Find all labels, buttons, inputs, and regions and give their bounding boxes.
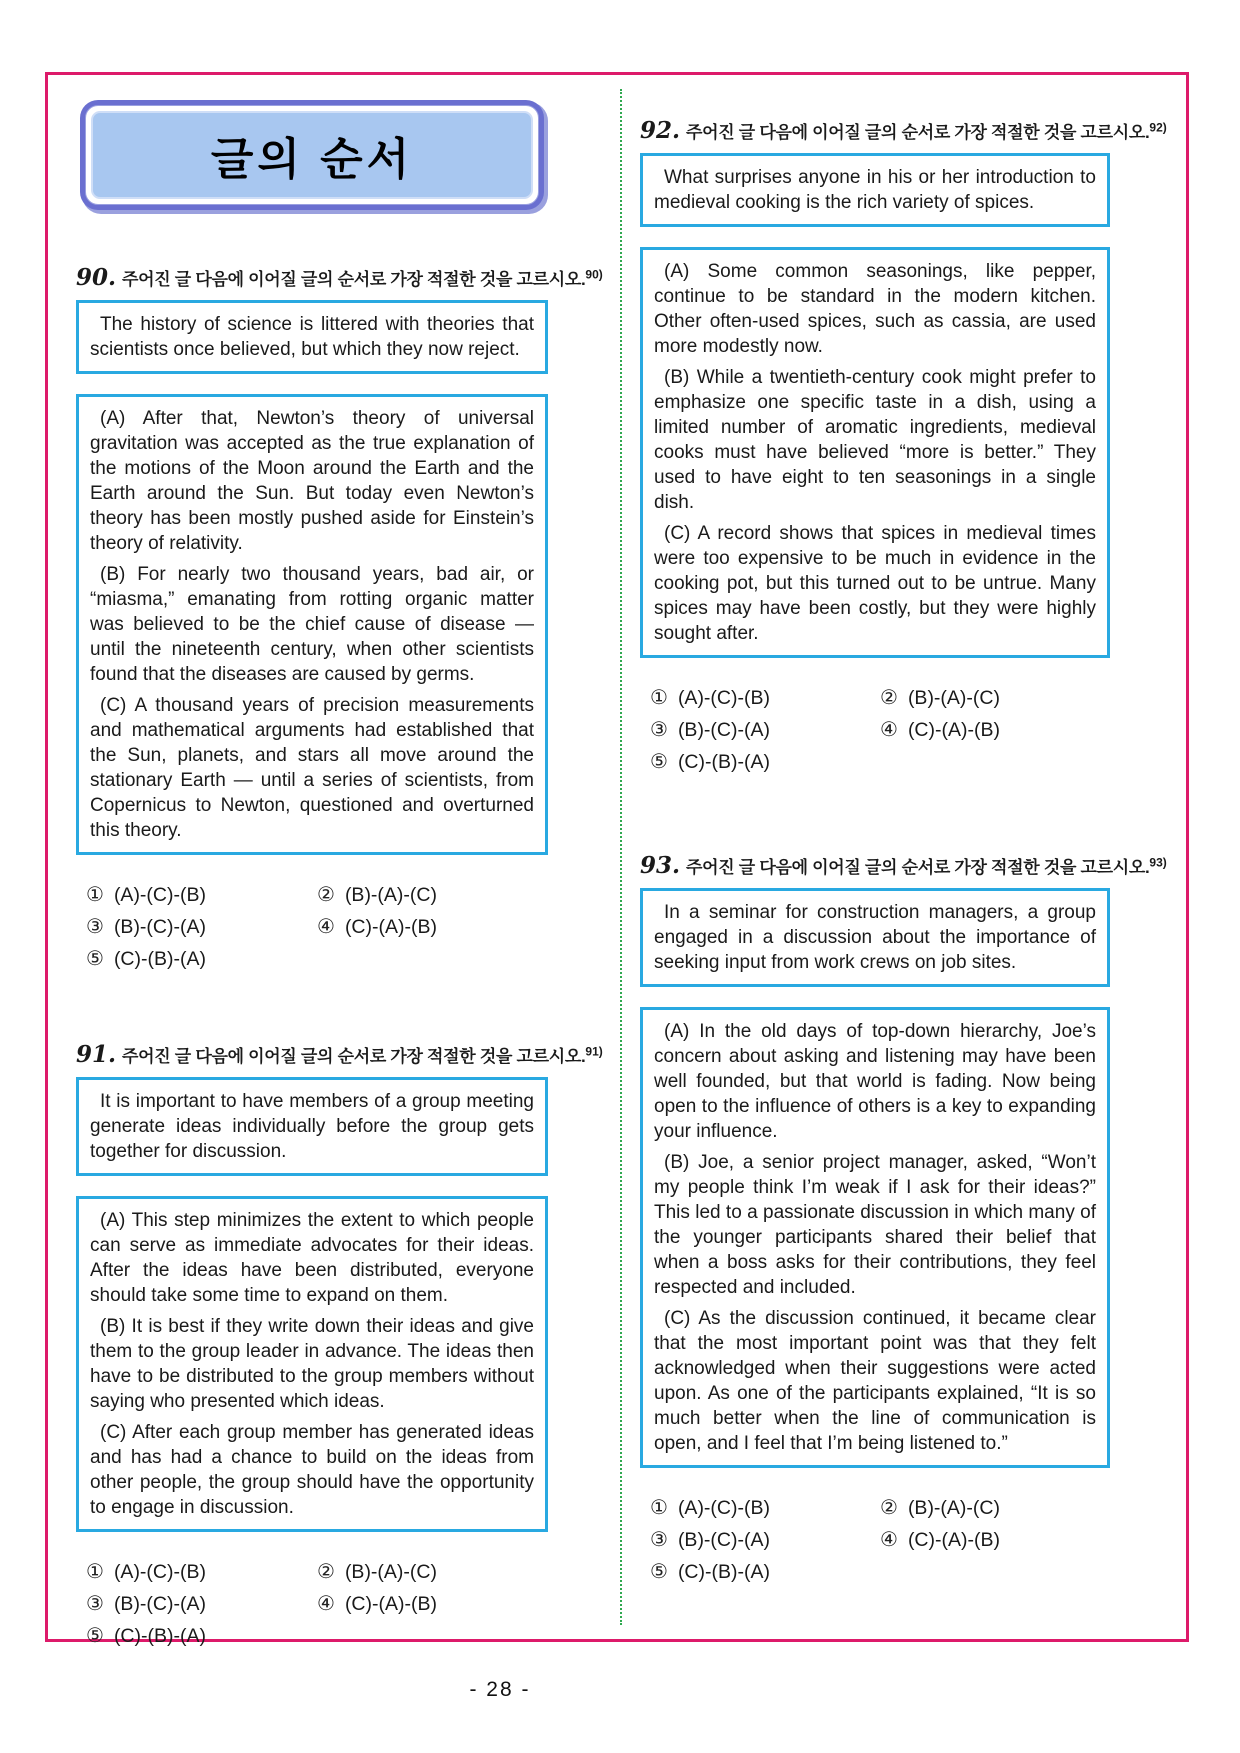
- question-92-given-box: [640, 153, 1110, 227]
- question-92-paragraph-c: (C) A record shows that spices in medieval times were too expensive to be much in evidence in the cooking pot, but this turned out to be untrue. Many spices may have been costly, but they were highly sought after.: [654, 523, 1096, 644]
- question-92-choices: [650, 685, 1110, 774]
- question-91-paragraphs-box: [76, 1196, 548, 1532]
- question-91-header: [76, 1041, 603, 1068]
- question-90-choices: [86, 882, 548, 971]
- choice-text: (B)-(A)-(C): [907, 1497, 1000, 1519]
- choice-text: (C)-(A)-(B): [907, 1529, 1000, 1551]
- question-91-choice-3: [86, 1591, 317, 1616]
- question-93-instruction: 주어진 글 다음에 이어질 글의 순서로 가장 적절한 것을 고르시오.: [686, 858, 1150, 877]
- choice-text: (A)-(C)-(B): [677, 1497, 770, 1519]
- circled-1-icon: ①: [86, 884, 104, 906]
- section-title: 글의 순서: [91, 111, 533, 199]
- circled-5-icon: ⑤: [650, 751, 668, 773]
- choice-text: (C)-(A)-(B): [344, 1593, 437, 1615]
- question-93-given-text: In a seminar for construction managers, a group engaged in a discussion about the importance of seeking input from work crews on job sites.: [654, 902, 1096, 973]
- circled-4-icon: ④: [880, 719, 898, 741]
- circled-2-icon: ②: [317, 884, 335, 906]
- question-92-footnote-marker: 92): [1149, 120, 1167, 135]
- choice-text: (C)-(A)-(B): [344, 916, 437, 938]
- question-90: [76, 264, 603, 971]
- title-plate-outer-border: [80, 100, 544, 210]
- question-91-choice-4: [317, 1591, 548, 1616]
- question-90-header: [76, 264, 603, 291]
- circled-3-icon: ③: [650, 719, 668, 741]
- page-number: - 28 -: [469, 1678, 531, 1701]
- choice-text: (C)-(B)-(A): [113, 948, 206, 970]
- question-90-paragraph-b: (B) For nearly two thousand years, bad air, or “miasma,” emanating from rotting organic matter was believed to be the chief cause of disease — until the nineteenth century, when other scientists found that the diseases are caused by germs.: [90, 564, 534, 685]
- title-plate-inner-ring: [85, 105, 539, 205]
- column-divider: [620, 89, 622, 1625]
- question-93-paragraphs-box: [640, 1007, 1110, 1468]
- circled-4-icon: ④: [317, 916, 335, 938]
- circled-2-icon: ②: [880, 687, 898, 709]
- choice-text: (B)-(A)-(C): [344, 884, 437, 906]
- question-90-footnote-marker: 90): [585, 267, 603, 282]
- circled-1-icon: ①: [86, 1561, 104, 1583]
- circled-5-icon: ⑤: [86, 1625, 104, 1647]
- choice-text: (C)-(B)-(A): [677, 751, 770, 773]
- question-92-number: 92.: [640, 117, 681, 144]
- choice-text: (C)-(B)-(A): [113, 1625, 206, 1647]
- question-93-choice-5: [650, 1559, 880, 1584]
- question-93-paragraph-a: (A) In the old days of top-down hierarchy, Joe’s concern about asking and listening may have been well founded, but that world is fading. Now being open to the influence of others is a key to expanding your influence.: [654, 1021, 1096, 1142]
- question-92-paragraphs-box: [640, 247, 1110, 658]
- question-91-instruction: 주어진 글 다음에 이어질 글의 순서로 가장 적절한 것을 고르시오.: [122, 1047, 586, 1066]
- question-91-paragraph-b: (B) It is best if they write down their ideas and give them to the group leader in advance. The ideas then have to be distributed to the group members without saying who presented which ideas.: [90, 1316, 534, 1412]
- choice-text: (B)-(A)-(C): [907, 687, 1000, 709]
- circled-5-icon: ⑤: [650, 1561, 668, 1583]
- question-92-given-text: What surprises anyone in his or her introduction to medieval cooking is the rich variety of spices.: [654, 167, 1096, 213]
- choice-text: (B)-(A)-(C): [344, 1561, 437, 1583]
- circled-4-icon: ④: [317, 1593, 335, 1615]
- question-90-paragraph-c: (C) A thousand years of precision measurements and mathematical arguments had established that the Sun, planets, and stars all move around the stationary Earth — until a series of scientists, from Copernicus to Newton, questioned and overturned this theory.: [90, 695, 534, 841]
- question-92-paragraph-a: (A) Some common seasonings, like pepper, continue to be standard in the modern kitchen. Other often-used spices, such as cassia, are used more modestly now.: [654, 261, 1096, 357]
- question-93-paragraph-c: (C) As the discussion continued, it became clear that the most important point was that they felt acknowledged when their suggestions were acted upon. As one of the participants explained, “It is so much better when the line of communication is open, and I feel that I’m being listened to.”: [654, 1308, 1096, 1454]
- question-90-paragraph-a: (A) After that, Newton’s theory of universal gravitation was accepted as the true explanation of the motions of the Moon around the Earth and the Earth around the Sun. But today even Newton’s theory has been mostly pushed aside for Einstein’s theory of relativity.: [90, 408, 534, 554]
- question-90-given-box: [76, 300, 548, 374]
- section-title-plate: [80, 100, 544, 210]
- choice-text: (B)-(C)-(A): [677, 1529, 770, 1551]
- question-92-choice-4: [880, 717, 1110, 742]
- question-91-given-box: [76, 1077, 548, 1176]
- question-92-header: [640, 117, 1167, 144]
- circled-1-icon: ①: [650, 687, 668, 709]
- question-91-choice-5: [86, 1623, 317, 1648]
- question-93-choices: [650, 1495, 1110, 1584]
- choice-text: (B)-(C)-(A): [113, 916, 206, 938]
- choice-text: (C)-(B)-(A): [677, 1561, 770, 1583]
- question-91-footnote-marker: 91): [585, 1044, 603, 1059]
- question-91-paragraph-a: (A) This step minimizes the extent to which people can serve as immediate advocates for their ideas. After the ideas have been distributed, everyone should take some time to expand on them.: [90, 1210, 534, 1306]
- question-92-choice-3: [650, 717, 880, 742]
- question-93-choice-4: [880, 1527, 1110, 1552]
- question-91-choices: [86, 1559, 548, 1648]
- circled-2-icon: ②: [317, 1561, 335, 1583]
- question-91-choice-2: [317, 1559, 548, 1584]
- question-90-choice-4: [317, 914, 548, 939]
- circled-5-icon: ⑤: [86, 948, 104, 970]
- question-91-choice-1: [86, 1559, 317, 1584]
- question-91-paragraph-c: (C) After each group member has generated ideas and has had a chance to build on the ideas from other people, the group should have the opportunity to engage in discussion.: [90, 1422, 534, 1518]
- question-93-choice-2: [880, 1495, 1110, 1520]
- question-90-choice-2: [317, 882, 548, 907]
- circled-1-icon: ①: [650, 1497, 668, 1519]
- question-93-header: [640, 852, 1167, 879]
- question-93-number: 93.: [640, 852, 681, 879]
- question-93-footnote-marker: 93): [1149, 855, 1167, 870]
- choice-text: (B)-(C)-(A): [113, 1593, 206, 1615]
- right-column: [640, 75, 1167, 1584]
- question-92: [640, 117, 1167, 774]
- choice-text: (C)-(A)-(B): [907, 719, 1000, 741]
- choice-text: (A)-(C)-(B): [113, 1561, 206, 1583]
- question-90-given-text: The history of science is littered with theories that scientists once believed, but which they now reject.: [90, 314, 534, 360]
- question-92-choice-2: [880, 685, 1110, 710]
- question-91-given-text: It is important to have members of a group meeting generate ideas individually before the group gets together for discussion.: [90, 1091, 534, 1162]
- question-92-choice-1: [650, 685, 880, 710]
- question-93-choice-1: [650, 1495, 880, 1520]
- circled-2-icon: ②: [880, 1497, 898, 1519]
- question-93-given-box: [640, 888, 1110, 987]
- circled-3-icon: ③: [86, 916, 104, 938]
- question-92-paragraph-b: (B) While a twentieth-century cook might prefer to emphasize one specific taste in a dish, using a limited number of aromatic ingredients, medieval cooks must have believed “more is better.” They used to have eight to ten seasonings in a single dish.: [654, 367, 1096, 513]
- question-93-choice-3: [650, 1527, 880, 1552]
- question-90-choice-3: [86, 914, 317, 939]
- choice-text: (A)-(C)-(B): [113, 884, 206, 906]
- question-91-number: 91.: [76, 1041, 117, 1068]
- circled-3-icon: ③: [650, 1529, 668, 1551]
- left-column: [76, 75, 603, 1648]
- question-93: [640, 852, 1167, 1584]
- question-90-number: 90.: [76, 264, 117, 291]
- question-92-instruction: 주어진 글 다음에 이어질 글의 순서로 가장 적절한 것을 고르시오.: [686, 123, 1150, 142]
- circled-4-icon: ④: [880, 1529, 898, 1551]
- question-90-choice-5: [86, 946, 317, 971]
- circled-3-icon: ③: [86, 1593, 104, 1615]
- question-92-choice-5: [650, 749, 880, 774]
- page-border-frame: [45, 72, 1189, 1647]
- question-90-paragraphs-box: [76, 394, 548, 855]
- question-93-paragraph-b: (B) Joe, a senior project manager, asked, “Won’t my people think I’m weak if I ask for their ideas?” This led to a passionate discussion in which many of the younger participants shared their belief that when a boss asks for their contributions, they feel respected and included.: [654, 1152, 1096, 1298]
- question-90-choice-1: [86, 882, 317, 907]
- question-90-instruction: 주어진 글 다음에 이어질 글의 순서로 가장 적절한 것을 고르시오.: [122, 270, 586, 289]
- choice-text: (A)-(C)-(B): [677, 687, 770, 709]
- question-91: [76, 1041, 603, 1648]
- choice-text: (B)-(C)-(A): [677, 719, 770, 741]
